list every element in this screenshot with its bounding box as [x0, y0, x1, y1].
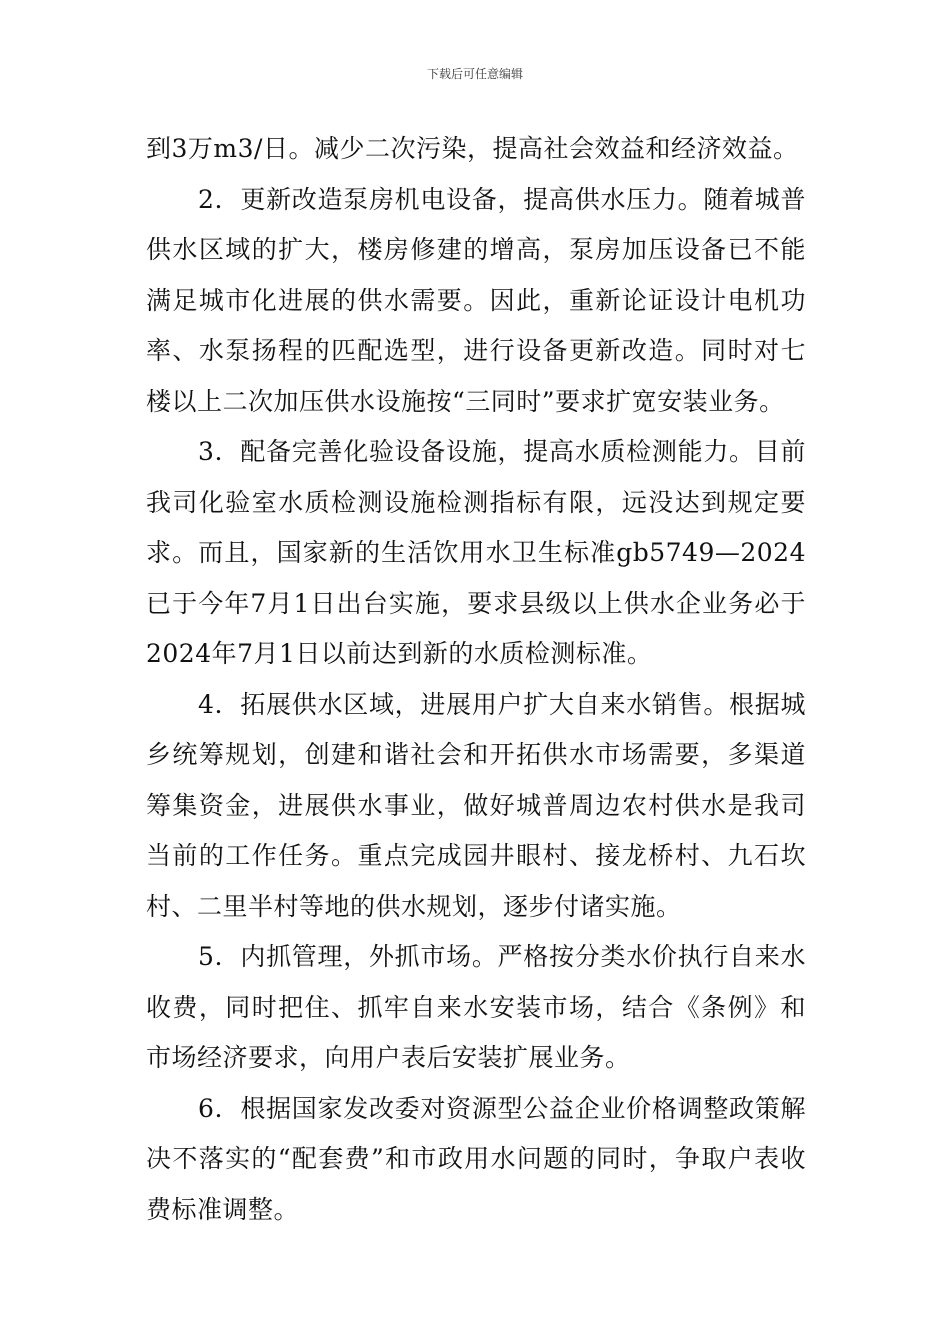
paragraph-item-3: 3．配备完善化验设备设施，提高水质检测能力。目前我司化验室水质检测设施检测指标有限，远没达到规定要求。而且，国家新的生活饮用水卫生标准gb5749—2024已于今年7月1日出台实施，要求县级以上供水企业务必于2024年7月1日以前达到新的水质检测标准。	[146, 437, 806, 668]
paragraph-item-6: 6．根据国家发改委对资源型公益企业价格调整政策解决不落实的“配套费”和市政用水问题的同时，争取户表收费标准调整。	[146, 1093, 806, 1224]
page-header-note: 下载后可任意编辑	[426, 67, 523, 81]
document-body	[146, 124, 806, 1235]
paragraph-item-2: 2．更新改造泵房机电设备，提高供水压力。随着城普供水区域的扩大，楼房修建的增高，泵房加压设备已不能满足城市化进展的供水需要。因此，重新论证设计电机功率、水泵扬程的匹配选型，进行设备更新改造。同时对七楼以上二次加压供水设施按“三同时”要求扩宽安装业务。	[146, 184, 806, 416]
paragraph-item-5: 5．内抓管理，外抓市场。严格按分类水价执行自来水收费，同时把住、抓牢自来水安装市场，结合《条例》和市场经济要求，向用户表后安装扩展业务。	[146, 942, 806, 1072]
paragraph-item-4: 4．拓展供水区域，进展用户扩大自来水销售。根据城乡统筹规划，创建和谐社会和开拓供水市场需要，多渠道筹集资金，进展供水事业，做好城普周边农村供水是我司当前的工作任务。重点完成园井眼村、接龙桥村、九石坎村、二里半村等地的供水规划，逐步付诸实施。	[146, 689, 806, 921]
paragraph-continuation: 到3万m3/日。减少二次污染，提高社会效益和经济效益。	[146, 134, 799, 163]
